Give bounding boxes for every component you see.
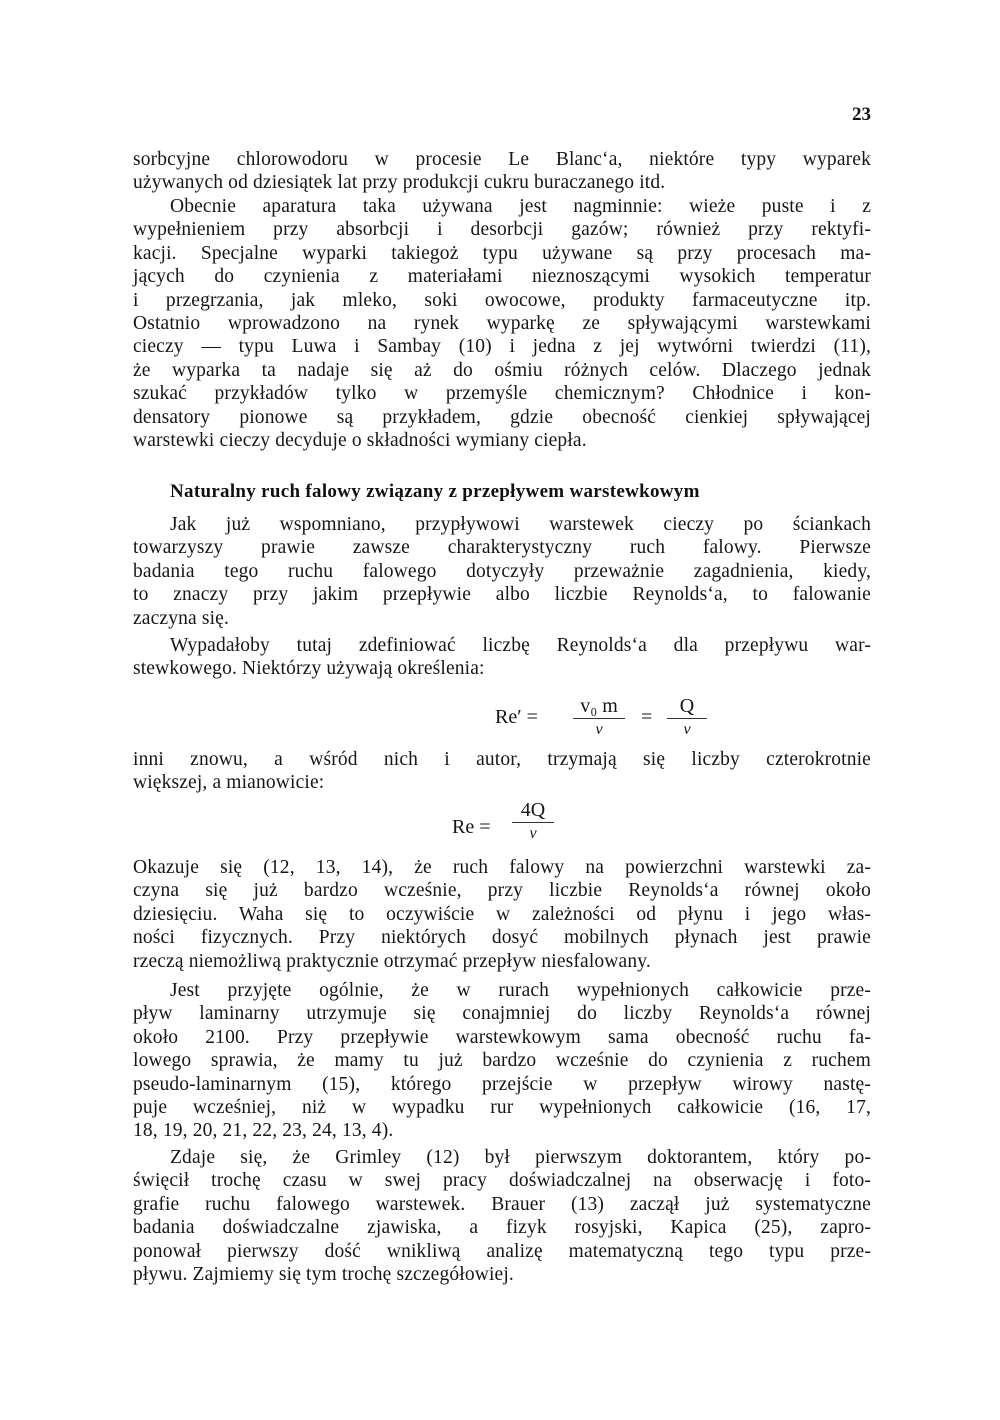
equals-sign: =	[641, 706, 653, 728]
text-line: że wyparka ta nadaje się aż do ośmiu różnych celów. Dlaczego jednak	[133, 359, 871, 381]
text-line: densatory pionowe są przykładem, gdzie obecność cienkiej spływającej	[133, 406, 871, 428]
fraction	[667, 696, 707, 739]
text-line: Ostatnio wprowadzono na rynek wyparkę ze spływającymi warstewkami	[133, 312, 871, 334]
numerator: Q	[679, 695, 695, 717]
numerator: v₀ m	[580, 695, 618, 717]
text-line: Obecnie aparatura taka używana jest nagminnie: wieże puste i z	[170, 196, 871, 217]
page-number: 23	[852, 104, 871, 125]
text-line: cieczy — typu Luwa i Sambay (10) i jedna z jej wytwórni twierdzi (11),	[133, 336, 871, 358]
text-line: badania doświadczalne zjawiska, a fizyk rosyjski, Kapica (25), zapro-	[133, 1217, 871, 1239]
text-line: święcił trochę czasu w swej pracy doświadczalnej na obserwację i foto-	[133, 1170, 871, 1192]
text-line: Jak już wspomniano, przypływowi warstewek cieczy po ściankach	[170, 514, 871, 535]
text-line: dziesięciu. Waha się to oczywiście w zależności od płynu i jego włas-	[133, 903, 871, 925]
text-line: to znaczy przy jakim przepływie albo liczbie Reynolds‘a, to falowanie	[133, 584, 871, 606]
paragraph-3	[133, 513, 871, 630]
text-line: i przegrzania, jak mleko, soki owocowe, produkty farmaceutyczne itp.	[133, 289, 871, 311]
text-line: używanych od dziesiątek lat przy produkcji cukru buraczanego itd.	[133, 172, 666, 194]
text-line: ności fizycznych. Przy niektórych dosyć mobilnych płynach jest prawie	[133, 927, 871, 949]
formula-lhs: Re =	[452, 816, 491, 838]
fraction-bar	[667, 718, 707, 719]
text-line: czyna się już bardzo wcześnie, przy liczbie Reynolds‘a równej około	[133, 880, 871, 902]
text-line: rzeczą niemożliwą praktycznie otrzymać przepływ niesfalowany.	[133, 950, 651, 972]
text-line: większej, a mianowicie:	[133, 772, 325, 794]
text-line: warstewki cieczy decyduje o składności wymiany ciepła.	[133, 429, 587, 451]
text-line: towarzyszy prawie zawsze charakterystyczny ruch falowy. Pierwsze	[133, 537, 871, 559]
paragraph-1	[133, 148, 871, 195]
text-line: grafie ruchu falowego warstewek. Brauer (13) zaczął już systematyczne	[133, 1193, 871, 1215]
text-line: 18, 19, 20, 21, 22, 23, 24, 13, 4).	[133, 1120, 394, 1142]
text-line: zaczyna się.	[133, 607, 229, 629]
paragraph-6	[133, 856, 871, 973]
text-line: stewkowego. Niektórzy używają określenia:	[133, 658, 485, 680]
text-line: wypełnieniem przy absorbcji i desorbcji gazów; również przy rektyfi-	[133, 219, 871, 241]
text-line: szukać przykładów tylko w przemyśle chemicznym? Chłodnice i kon-	[133, 383, 871, 405]
text-line: Jest przyjęte ogólnie, że w rurach wypełnionych całkowicie prze-	[170, 980, 871, 1001]
numerator: 4Q	[520, 799, 546, 821]
fraction	[573, 696, 625, 739]
paragraph-5	[133, 748, 871, 795]
text-line: lowego sprawia, że mamy tu już bardzo wcześnie do czynienia z ruchem	[133, 1050, 871, 1072]
text-line: inni znowu, a wśród nich i autor, trzymają się liczby czterokrotnie	[133, 749, 871, 770]
formula-re-prime	[495, 696, 755, 756]
text-line: Wypadałoby tutaj zdefiniować liczbę Reynolds‘a dla przepływu war-	[170, 635, 871, 656]
text-line: pływ laminarny utrzymuje się conajmniej do liczby Reynolds‘a równej	[133, 1003, 871, 1025]
text-line: ponował pierwszy dość wnikliwą analizę matematyczną tego typu prze-	[133, 1240, 871, 1262]
paragraph-2	[133, 195, 871, 452]
section-heading: Naturalny ruch falowy związany z przepływem warstewkowym	[170, 481, 700, 502]
denominator: ν	[683, 721, 691, 738]
text-line: pseudo-laminarnym (15), którego przejście w przepływ wirowy nastę-	[133, 1073, 871, 1095]
text-line: puje wcześniej, niż w wypadku rur wypełnionych całkowicie (16, 17,	[133, 1096, 871, 1118]
fraction-bar	[573, 718, 625, 719]
paragraph-4	[133, 634, 871, 681]
paragraph-8	[133, 1146, 871, 1286]
text-line: kacji. Specjalne wyparki takiegoż typu używane są przy procesach ma-	[133, 242, 871, 264]
text-line: Okazuje się (12, 13, 14), że ruch falowy na powierzchni warstewki za-	[133, 857, 871, 878]
formula-re	[452, 800, 592, 855]
denominator: ν	[529, 825, 537, 842]
paragraph-7	[133, 979, 871, 1143]
text-line: Zdaje się, że Grimley (12) był pierwszym doktorantem, który po-	[170, 1147, 871, 1168]
text-line: około 2100. Przy przepływie warstewkowym sama obecność ruchu fa-	[133, 1026, 871, 1048]
fraction	[512, 800, 554, 843]
text-line: badania tego ruchu falowego dotyczyły przeważnie zagadnienia, kiedy,	[133, 560, 871, 582]
text-line: pływu. Zajmiemy się tym trochę szczegółowiej.	[133, 1263, 514, 1285]
text-line: sorbcyjne chlorowodoru w procesie Le Blanc‘a, niektóre typy wyparek	[133, 149, 871, 170]
formula-lhs: Re′ =	[495, 706, 538, 728]
fraction-bar	[512, 822, 554, 823]
denominator: ν	[595, 721, 603, 738]
text-line: jących do czynienia z materiałami nieznoszącymi wysokich temperatur	[133, 266, 871, 288]
